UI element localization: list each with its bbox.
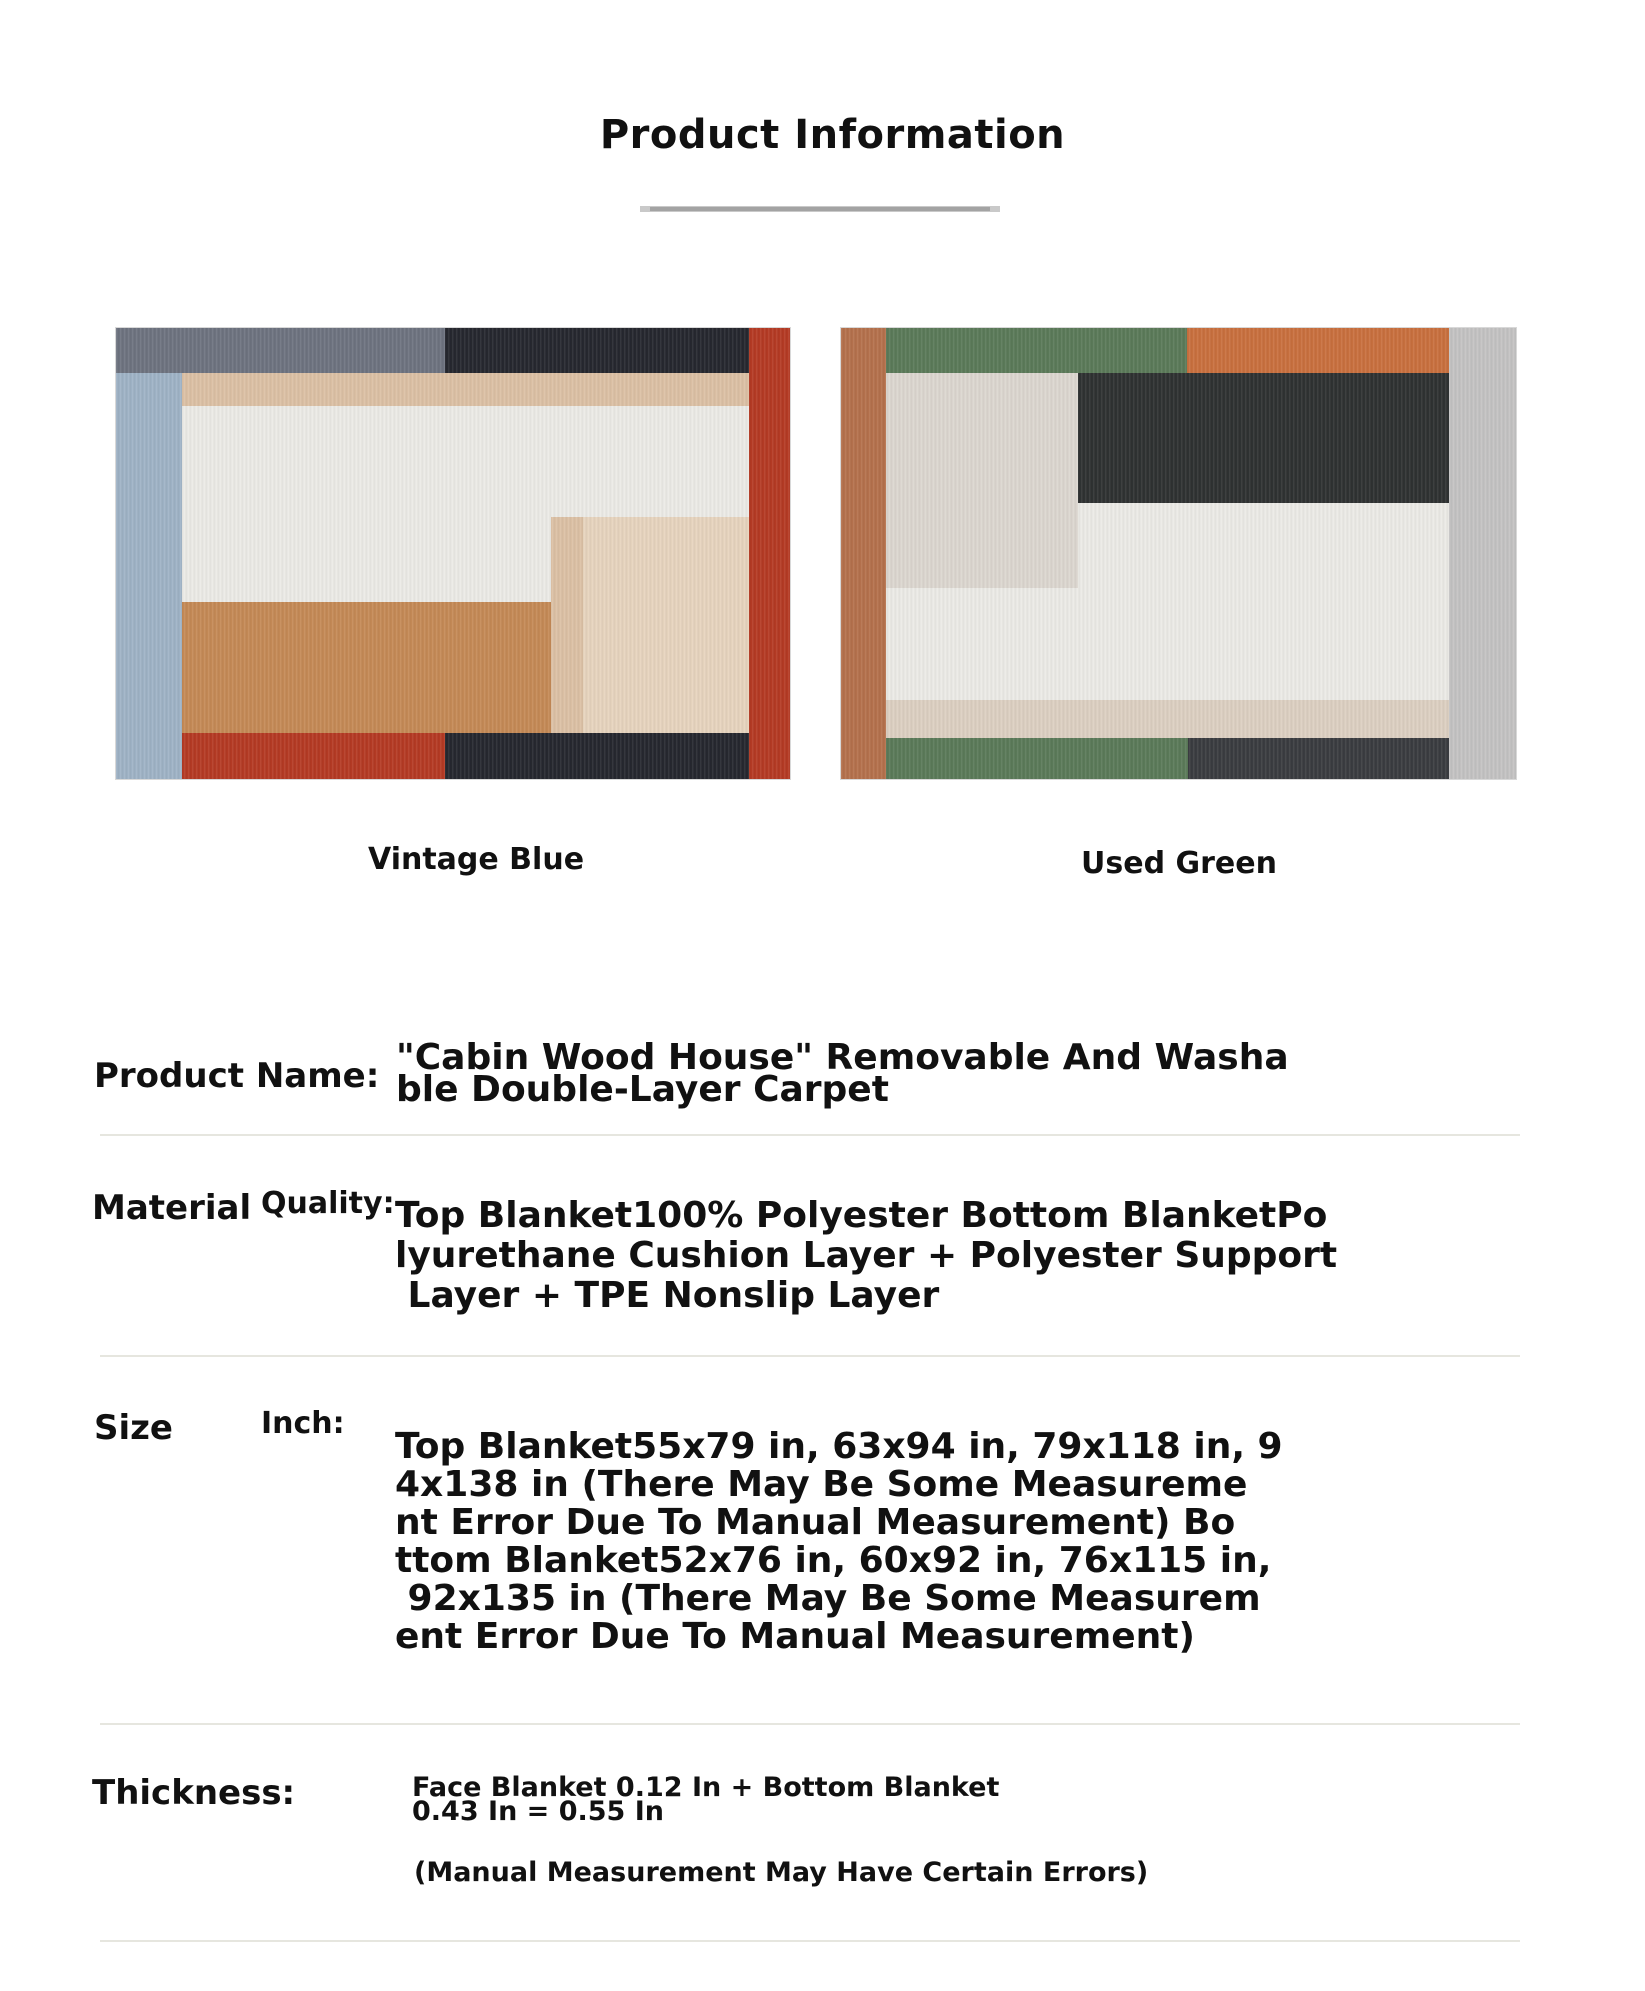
material-line: lyurethane Cushion Layer + Polyester Support [395, 1235, 1338, 1276]
material-line: Layer + TPE Nonslip Layer [395, 1275, 940, 1316]
thickness-value [412, 1772, 1000, 1827]
material-line: Top Blanket100% Polyester Bottom BlanketPo [395, 1195, 1328, 1236]
rug-image-vintage-blue [115, 327, 791, 780]
swatch-caption-used-green: Used Green [1081, 846, 1277, 881]
size-line: ttom Blanket52x76 in, 60x92 in, 76x115 in, [395, 1540, 1272, 1581]
size-label: Size [94, 1408, 173, 1448]
rug-texture [841, 328, 1516, 779]
material-label: Material [92, 1188, 252, 1228]
product-name-value [396, 1037, 1289, 1110]
thickness-label: Thickness: [92, 1773, 296, 1813]
product-name-label: Product Name: [94, 1056, 380, 1096]
size-inch-label: Inch: [261, 1406, 345, 1441]
divider [100, 1723, 1520, 1725]
size-line: nt Error Due To Manual Measurement) Bo [395, 1502, 1236, 1543]
size-value [395, 1428, 1283, 1656]
size-line: ent Error Due To Manual Measurement) [395, 1616, 1195, 1657]
thickness-line-1: Face Blanket 0.12 In + Bottom Blanket [412, 1772, 1000, 1803]
thickness-line-2: 0.43 In = 0.55 In [412, 1796, 664, 1827]
size-line: 92x135 in (There May Be Some Measurem [395, 1578, 1261, 1619]
product-name-line-2: ble Double-Layer Carpet [396, 1069, 889, 1110]
product-name-line-1: "Cabin Wood House" Removable And Washa [396, 1037, 1289, 1078]
rug-texture [116, 328, 790, 779]
size-line: Top Blanket55x79 in, 63x94 in, 79x118 in, 9 [395, 1426, 1283, 1467]
decorative-subtitle-scribble [640, 202, 1000, 216]
rug-image-used-green [840, 327, 1517, 780]
divider [100, 1940, 1520, 1942]
page-title: Product Information [599, 112, 1066, 158]
material-value [395, 1196, 1337, 1316]
divider [100, 1134, 1520, 1136]
material-quality-label: Quality: [261, 1186, 395, 1221]
divider [100, 1355, 1520, 1357]
swatch-caption-vintage-blue: Vintage Blue [368, 842, 585, 877]
thickness-note: (Manual Measurement May Have Certain Errors) [414, 1857, 1149, 1888]
size-line: 4x138 in (There May Be Some Measureme [395, 1464, 1248, 1505]
